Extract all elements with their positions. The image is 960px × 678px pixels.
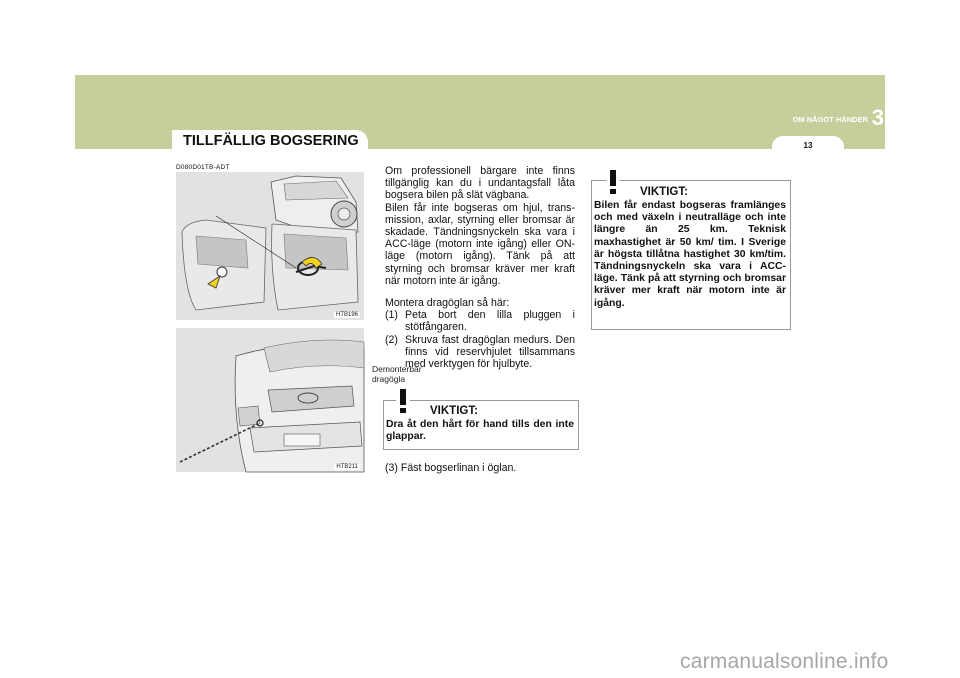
- section-title: TILLFÄLLIG BOGSERING: [183, 133, 359, 149]
- warning-text: Bilen får endast bogseras framlänges och med växeln i neutralläge och inte längre än 25 km. Teknisk maxhastighet är 50 km/ tim. I Sverige är högsta tillåtna hastighet 30 km/tim. Tändningsnyckeln ska vara i ACC-läge. Tänk på att styrning och bromsar kräver mer kraft när motorn inte är igång.: [594, 200, 786, 309]
- figure-code: HTB211: [336, 464, 358, 470]
- figure-code: HTB196: [335, 312, 358, 318]
- callout-line-1: Demonterbar: [372, 364, 422, 374]
- list-item: [385, 334, 575, 371]
- warning-title: VIKTIGT:: [640, 186, 688, 198]
- step-3: (3) Fäst bogserlinan i öglan.: [385, 462, 517, 474]
- step-number: (2): [385, 333, 398, 346]
- watermark: carmanualsonline.info: [680, 650, 889, 673]
- tow-hook-illustration: [176, 172, 364, 320]
- main-text-column: [385, 165, 575, 370]
- car-front-illustration: [176, 328, 364, 472]
- chapter-number: 3: [871, 105, 884, 130]
- figure-tow-hook-install: [176, 172, 422, 384]
- mount-intro: Montera dragöglan så här:: [385, 297, 510, 310]
- step-text: Skruva fast dragöglan medurs. Den finns vid reservhjulet tillsammans med verktygen för hjulbyte.: [405, 333, 575, 371]
- intro-paragraph: Om professionell bärgare inte finns tillgänglig kan du i undantagsfall låta bogsera bilen på slät vägbana.: [385, 165, 575, 202]
- figure-tow-line: [176, 328, 364, 472]
- warning-title: VIKTIGT:: [430, 405, 478, 417]
- page-number: 13: [803, 141, 813, 150]
- warning-exclamation-icon: [388, 385, 418, 417]
- doc-code: D080D01TB-ADT: [176, 164, 230, 171]
- chapter-title: OM NÅGOT HÄNDER: [792, 115, 868, 124]
- list-item: [385, 309, 575, 333]
- conditions-paragraph: Bilen får inte bogseras om hjul, trans-mission, axlar, styrning eller bromsar är skadade. Tändningsnyckeln ska vara i ACC-läge (motorn inte igång) eller ON-läge (motorn igång). Tänk på att styrning och bromsar kräver mer kraft när motorn inte är igång.: [385, 201, 575, 287]
- warning-text: Dra åt den hårt för hand tills den inte glappar.: [386, 419, 574, 443]
- step-text: Peta bort den lilla pluggen i stötfångaren.: [405, 309, 575, 334]
- step-number: (1): [385, 309, 398, 322]
- warning-exclamation-icon: [598, 166, 628, 198]
- callout-line-2: dragögla: [372, 374, 406, 384]
